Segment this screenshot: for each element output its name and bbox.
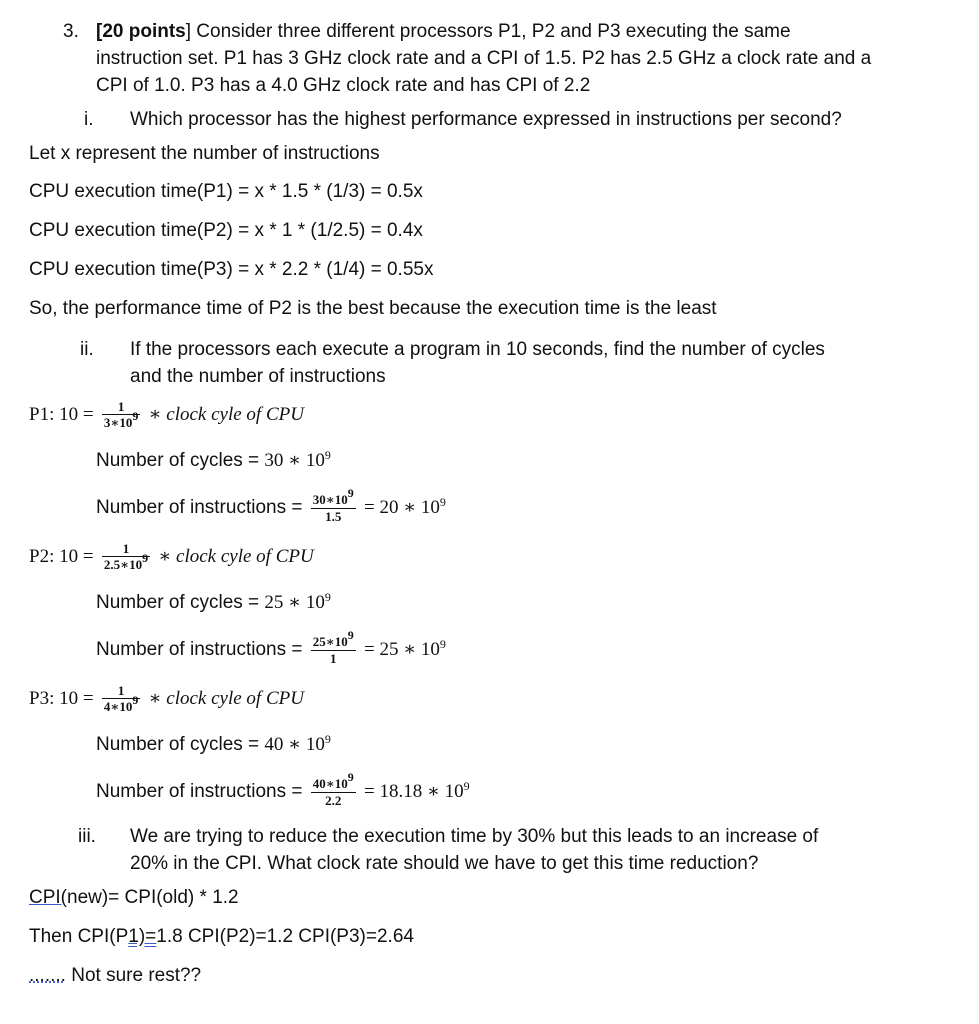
part3-label: iii. (78, 826, 96, 847)
p2-cycles-exp: 9 (324, 590, 331, 604)
p1-equation (29, 397, 304, 433)
p2-instr-result: = 25 ∗ 10 (364, 639, 440, 660)
p1-instr-num-exp: 9 (347, 485, 354, 500)
p3-instr-fraction (311, 769, 356, 808)
p3-cycles-value: 40 ∗ 10 (264, 734, 325, 755)
p1-instr-label: Number of instructions = (96, 497, 308, 518)
part2-question-line-1: If the processors each execute a program in 10 seconds, find the number of cycles (130, 339, 825, 360)
p3-instr-num-exp: 9 (347, 769, 354, 784)
exec-time-p3: CPU execution time(P3) = x * 2.2 * (1/4) = 0.55x (29, 259, 434, 280)
then-cpi-line (29, 925, 414, 949)
p1-cycles-exp: 9 (324, 448, 331, 462)
part1-question: Which processor has the highest performance expressed in instructions per second? (130, 109, 842, 130)
p1-equation-tail: ∗ clock cyle of CPU (148, 404, 304, 425)
p3-fraction (102, 683, 140, 715)
p3-instr-numerator (311, 769, 356, 793)
question-number: 3. (63, 21, 79, 42)
part1-conclusion: So, the performance time of P2 is the best because the execution time is the least (29, 298, 717, 319)
p1-instr-denominator: 1.5 (325, 508, 342, 524)
p3-fraction-numerator: 1 (102, 683, 140, 699)
question-points: [20 points (96, 21, 186, 42)
p2-cycles (96, 591, 331, 616)
p1-cycles-label: Number of cycles = (96, 450, 265, 471)
p1-instructions (96, 485, 446, 529)
p2-equation (29, 539, 314, 575)
p2-instr-num-exp: 9 (347, 627, 354, 642)
p2-instr-numerator (311, 627, 356, 651)
p2-fraction-numerator: 1 (102, 541, 150, 557)
p2-instr-denominator: 1 (329, 650, 337, 666)
p1-den-exp: 9 (132, 408, 139, 423)
then-cpi-prefix: Then CPI(P (29, 926, 129, 947)
p3-den-text: 4∗10 (103, 698, 133, 714)
p3-instructions (96, 769, 470, 813)
p1-fraction-denominator (102, 408, 140, 431)
then-cpi-values: 1.8 CPI(P2)=1.2 CPI(P3)=2.64 (156, 926, 414, 947)
p1-instr-numerator (311, 485, 356, 509)
p1-equation-prefix: P1: 10 = (29, 404, 94, 425)
p3-cycles-exp: 9 (324, 732, 331, 746)
p3-fraction-denominator (102, 692, 140, 715)
p1-cycles-value: 30 ∗ 10 (264, 450, 325, 471)
p3-instr-num-text: 40∗10 (312, 775, 348, 791)
p3-instr-label: Number of instructions = (96, 781, 308, 802)
let-x-line: Let x represent the number of instructions (29, 143, 380, 164)
part2-question-line-2: and the number of instructions (130, 366, 386, 387)
p2-instr-num-text: 25∗10 (312, 633, 348, 649)
p1-fraction-numerator: 1 (102, 399, 140, 415)
p1-den-text: 3∗10 (103, 414, 133, 430)
question-line-1-text: ] Consider three different processors P1, P2 and P3 executing the same (185, 21, 791, 42)
question-line-1 (96, 20, 791, 44)
p1-instr-num-text: 30∗10 (312, 491, 348, 507)
p2-equation-tail: ∗ clock cyle of CPU (158, 546, 314, 567)
p2-equation-prefix: P2: 10 = (29, 546, 94, 567)
not-sure-text: Not sure rest?? (65, 965, 202, 986)
part2-label: ii. (80, 339, 94, 360)
p2-instr-label: Number of instructions = (96, 639, 308, 660)
exec-time-p2: CPU execution time(P2) = x * 1 * (1/2.5) = 0.4x (29, 220, 423, 241)
p1-fraction (102, 399, 140, 431)
p3-instr-denominator: 2.2 (325, 792, 342, 808)
p2-den-text: 2.5∗10 (103, 556, 143, 572)
p3-equation-tail: ∗ clock cyle of CPU (148, 688, 304, 709)
exec-time-p1: CPU execution time(P1) = x * 1.5 * (1/3) = 0.5x (29, 181, 423, 202)
question-line-2: instruction set. P1 has 3 GHz clock rate and a CPI of 1.5. P2 has 2.5 GHz a clock rate and a (96, 48, 872, 69)
p1-instr-fraction (311, 485, 356, 524)
question-line-3: CPI of 1.0. P3 has a 4.0 GHz clock rate and has CPI of 2.2 (96, 75, 591, 96)
cpi-new-formula: new)= CPI(old) * 1.2 (67, 887, 239, 908)
p3-equation-prefix: P3: 10 = (29, 688, 94, 709)
cpi-new-line (29, 886, 239, 910)
p2-cycles-label: Number of cycles = (96, 592, 265, 613)
p2-instr-result-exp: 9 (439, 637, 446, 651)
part3-question-line-2: 20% in the CPI. What clock rate should we have to get this time reduction? (130, 853, 759, 874)
p2-den-exp: 9 (142, 550, 149, 565)
p2-cycles-value: 25 ∗ 10 (264, 592, 325, 613)
p3-cycles (96, 733, 331, 758)
cpi-new-prefix: CPI( (29, 887, 67, 908)
p3-den-exp: 9 (132, 692, 139, 707)
p1-instr-result: = 20 ∗ 10 (364, 497, 440, 518)
p2-fraction (102, 541, 150, 573)
p3-cycles-label: Number of cycles = (96, 734, 265, 755)
p2-instr-fraction (311, 627, 356, 666)
p3-equation (29, 681, 304, 717)
p1-instr-result-exp: 9 (439, 495, 446, 509)
part1-label: i. (84, 109, 94, 130)
p1-cycles (96, 449, 331, 474)
not-sure-line (29, 964, 201, 988)
ellipsis-dots: ....... (29, 965, 66, 986)
p2-instructions (96, 627, 446, 671)
p3-instr-result-exp: 9 (463, 779, 470, 793)
then-cpi-marked: 1)= (128, 926, 157, 947)
part3-question-line-1: We are trying to reduce the execution time by 30% but this leads to an increase of (130, 826, 819, 847)
p3-instr-result: = 18.18 ∗ 10 (364, 781, 464, 802)
p2-fraction-denominator (102, 550, 150, 573)
